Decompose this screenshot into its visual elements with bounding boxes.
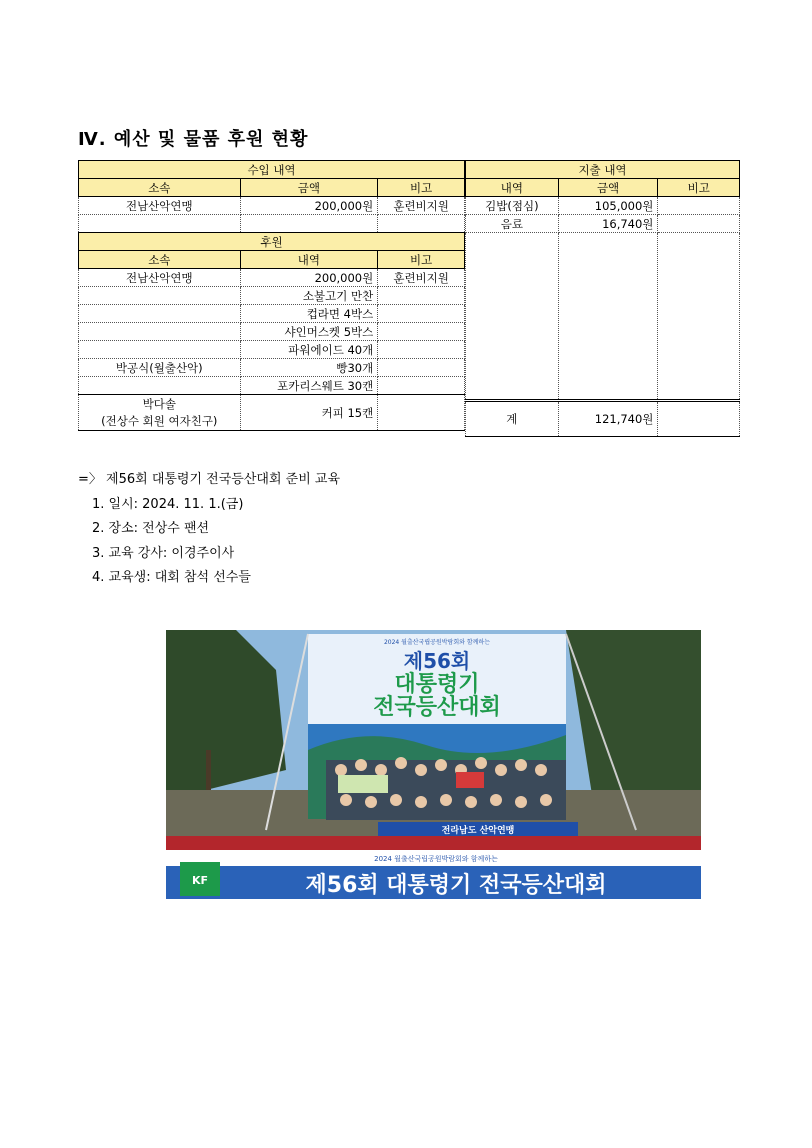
bottom-banner-small: 2024 월출산국립공원박람회와 함께하는 xyxy=(374,855,498,863)
expense-total-row xyxy=(466,401,740,437)
sponsor-org-name: 박다솔 xyxy=(142,396,176,411)
income-header: 수입 내역 xyxy=(79,161,465,179)
income-row xyxy=(79,215,465,233)
kf-logo-letters: KF xyxy=(191,874,209,887)
income-col-org: 소속 xyxy=(79,179,241,197)
sponsor-col-note: 비고 xyxy=(378,251,465,269)
income-note: 훈련비지원 xyxy=(378,197,465,215)
expense-header: 지출 내역 xyxy=(466,161,740,179)
expense-col-note: 비고 xyxy=(658,179,740,197)
income-sponsor-table xyxy=(78,160,465,431)
sponsor-header: 후원 xyxy=(79,233,465,251)
income-amount: 200,000원 xyxy=(240,197,378,215)
education-heading: =〉 제56회 대통령기 전국등산대회 준비 교육 xyxy=(78,472,341,487)
sponsor-row: 박공식(월출산악) 빵30개 xyxy=(79,359,465,377)
expense-total-label: 계 xyxy=(466,401,559,437)
backdrop-top-text: 2024 월출산국립공원박람회와 함께하는 xyxy=(383,639,491,646)
expense-row: 김밥(점심) 105,000원 xyxy=(466,197,740,215)
expense-col-amount: 금액 xyxy=(558,179,658,197)
education-section xyxy=(78,468,340,591)
team-banner-text: 전라남도 산악연맹 xyxy=(441,826,515,836)
section-title: Ⅳ. 예산 및 물품 후원 현황 xyxy=(78,129,309,150)
sponsor-col-org: 소속 xyxy=(79,251,241,269)
education-item: 3. 교육 강사: 이경주이사 xyxy=(92,545,235,561)
income-col-note: 비고 xyxy=(378,179,465,197)
sponsor-col-item: 내역 xyxy=(240,251,378,269)
event-group-photo xyxy=(166,630,701,899)
sponsor-row: 소불고기 만찬 xyxy=(79,287,465,305)
expense-table xyxy=(465,160,740,437)
sponsor-row: 컵라면 4박스 xyxy=(79,305,465,323)
group-of-people xyxy=(326,757,566,820)
sponsor-row: 박다솔 (전상수 회원 여자친구) 커피 15캔 xyxy=(79,395,465,431)
income-row xyxy=(79,197,465,215)
sponsor-row: 포카리스웨트 30캔 xyxy=(79,377,465,395)
expense-blank-area xyxy=(466,233,740,401)
expense-col-item: 내역 xyxy=(466,179,559,197)
backdrop-title-1: 제56회 xyxy=(403,649,471,673)
sponsor-row: 전남산악연맹 200,000원 훈련비지원 xyxy=(79,269,465,287)
backdrop-title-2: 대통령기 xyxy=(394,672,480,697)
backdrop-title-3: 전국등산대회 xyxy=(373,695,501,720)
income-org: 전남산악연맹 xyxy=(79,197,241,215)
sponsor-row: 파워에이드 40개 xyxy=(79,341,465,359)
education-item: 2. 장소: 전상수 팬션 xyxy=(92,521,210,536)
education-item: 1. 일시: 2024. 11. 1.(금) xyxy=(92,496,244,512)
income-col-amount: 금액 xyxy=(240,179,378,197)
sponsor-org-note: (전상수 회원 여자친구) xyxy=(101,413,218,428)
bottom-banner-title: 제56회 대통령기 전국등산대회 xyxy=(305,873,607,898)
expense-row: 음료 16,740원 xyxy=(466,215,740,233)
sponsor-row: 샤인머스켓 5박스 xyxy=(79,323,465,341)
education-item: 4. 교육생: 대회 참석 선수들 xyxy=(92,570,251,585)
expense-total-amount: 121,740원 xyxy=(558,401,658,437)
